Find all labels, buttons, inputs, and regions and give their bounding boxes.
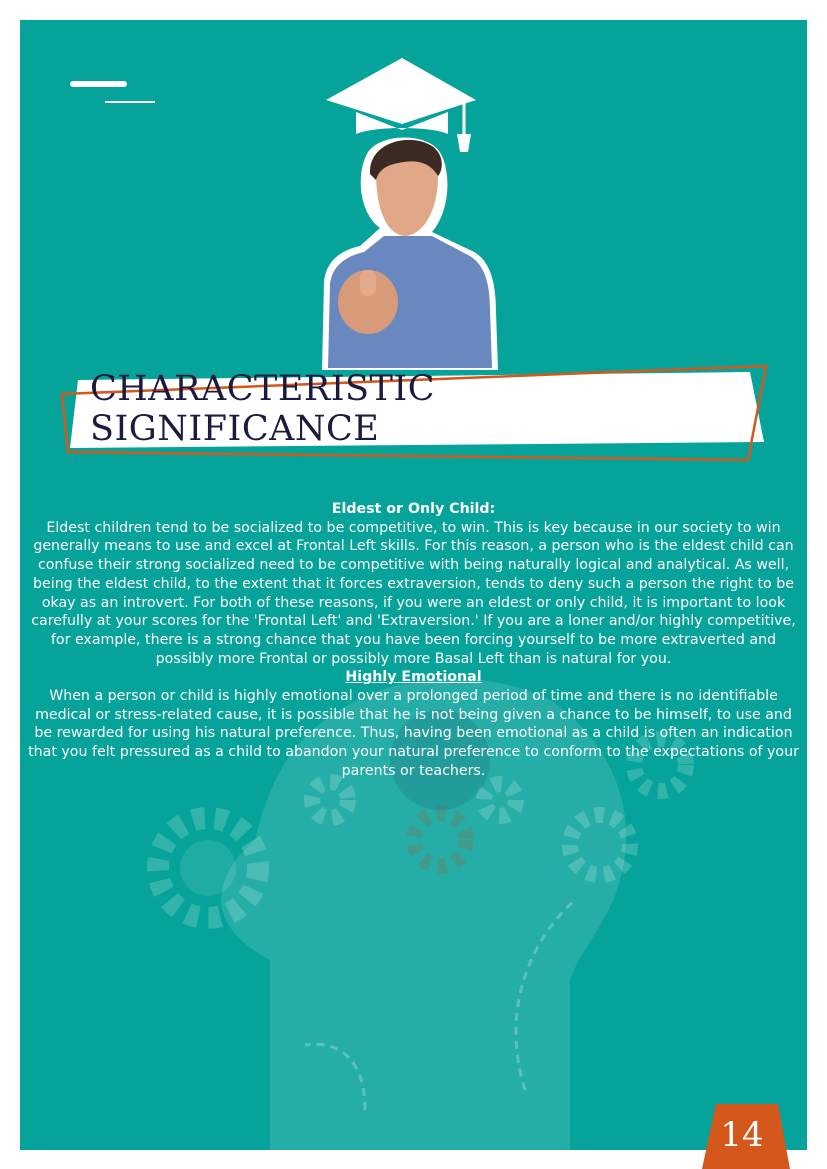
page-panel bbox=[20, 20, 807, 1150]
page-title: CHARACTERISTIC SIGNIFICANCE bbox=[90, 369, 435, 449]
decorative-line bbox=[105, 101, 155, 103]
boy-pointing-photo bbox=[320, 132, 500, 372]
title-banner bbox=[50, 356, 780, 468]
section-body: When a person or child is highly emotional over a prolonged period of time and there is no identifiable medical or stress-related cause, it is possible that he is not being given a chance to be himself, to use and be rewarded for using his natural preference. Thus, having been emotional as a child is often an indication that you felt pressured as a child to abandon your natural preference to conform to the expectations of your parents or teachers. bbox=[28, 688, 799, 779]
section-heading: Highly Emotional bbox=[345, 669, 482, 686]
page-number: 14 bbox=[720, 1115, 764, 1155]
content-section bbox=[20, 500, 807, 781]
decorative-line bbox=[70, 81, 127, 87]
section-heading: Eldest or Only Child: bbox=[331, 501, 496, 517]
section-body: Eldest children tend to be socialized to be competitive, to win. This is key because in our society to win generally means to use and excel at Frontal Left skills. For this reason, a person who is the eldest child can confuse their strong socialized need to be competitive with being naturally logical and analytical. As well, being the eldest child, to the extent that it forces extraversion, tends to deny such a person the right to be okay as an introvert. For both of these reasons, if you were an eldest or only child, it is important to look carefully at your scores for the 'Frontal Left' and 'Extraversion.' If you are a loner and/or highly competitive, for example, there is a strong chance that you have been forcing yourself to be more extraverted and possibly more Frontal or possibly more Basal Left than is natural for you. bbox=[31, 519, 796, 667]
